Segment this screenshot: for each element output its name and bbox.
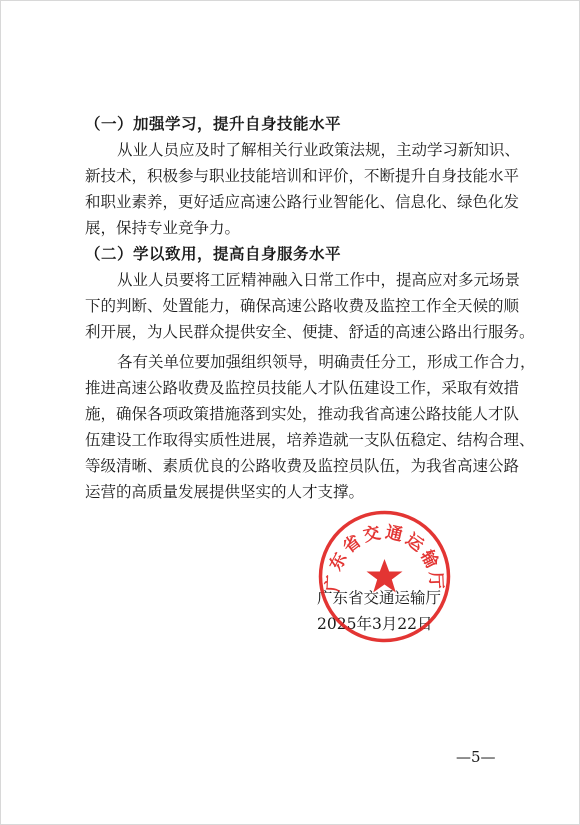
paragraph-3-line-6: 运营的高质量发展提供坚实的人才支撑。 <box>85 483 365 501</box>
paragraph-3-line-4: 伍建设工作取得实质性进展，培养造就一支队伍稳定、结构合理、 <box>85 431 535 449</box>
section-heading-2: （二）学以致用，提高自身服务水平 <box>85 244 342 263</box>
paragraph-3-line-2: 推进高速公路收费及监控员技能人才队伍建设工作，采取有效措 <box>85 379 520 397</box>
signature-date: 2025年3月22日 <box>317 615 433 633</box>
signature-issuer: 广东省交通运输厅 <box>317 589 442 607</box>
paragraph-1-line-1: 从业人员应及时了解相关行业政策法规，主动学习新知识、 <box>117 141 521 159</box>
section-heading-1: （一）加强学习，提升自身技能水平 <box>85 114 342 133</box>
paragraph-1-line-3: 和职业素养，更好适应高速公路行业智能化、信息化、绿色化发 <box>85 193 520 211</box>
paragraph-2-line-1: 从业人员要将工匠精神融入日常工作中，提高应对多元场景 <box>117 271 521 289</box>
seal-text: 广东省交通运输厅 <box>323 522 446 593</box>
paragraph-2-line-3: 利开展，为人民群众提供安全、便捷、舒适的高速公路出行服务。 <box>85 323 535 341</box>
paragraph-3-line-3: 施，确保各项政策措施落到实处，推动我省高速公路技能人才队 <box>85 405 520 423</box>
page-number: —5— <box>456 748 496 766</box>
paragraph-1-line-2: 新技术，积极参与职业技能培训和评价，不断提升自身技能水平 <box>85 167 520 185</box>
paragraph-2-line-2: 下的判断、处置能力，确保高速公路收费及监控工作全天候的顺 <box>85 297 520 315</box>
paragraph-3-line-1: 各有关单位要加强组织领导，明确责任分工，形成工作合力， <box>117 353 536 371</box>
paragraph-3-line-5: 等级清晰、素质优良的公路收费及监控员队伍，为我省高速公路 <box>85 457 520 475</box>
official-seal <box>317 509 452 644</box>
seal-star-icon <box>367 559 403 593</box>
paragraph-1-line-4: 展，保持专业竞争力。 <box>85 219 241 237</box>
